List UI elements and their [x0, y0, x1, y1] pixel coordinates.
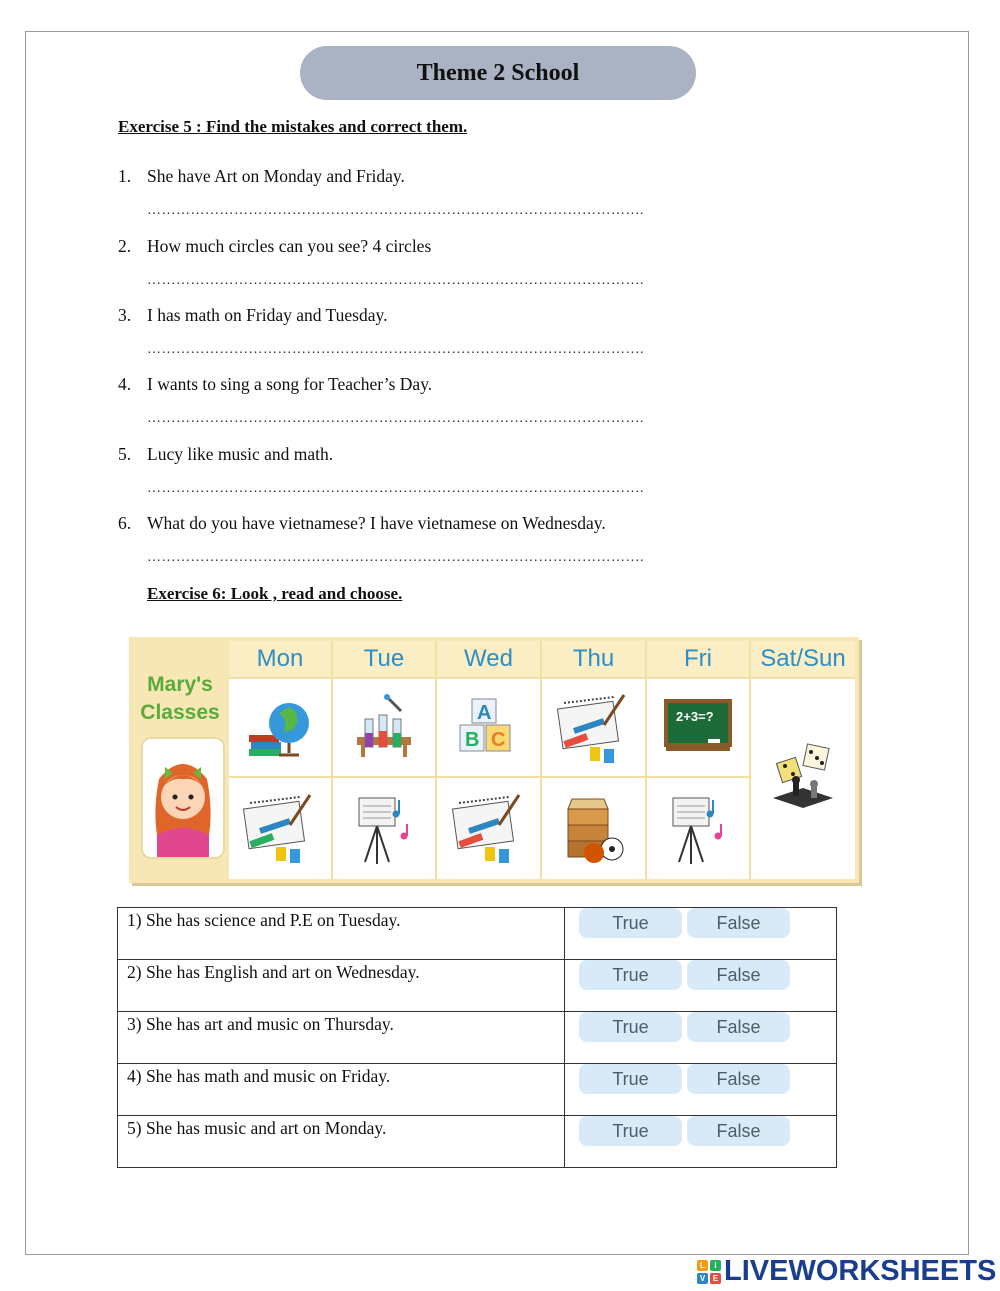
- question-number: 4.: [118, 374, 132, 394]
- question-4: [118, 374, 432, 395]
- question-5: [118, 444, 333, 465]
- true-button[interactable]: True: [579, 1012, 682, 1042]
- fri-music-icon: [647, 778, 749, 877]
- table-row: [118, 1064, 837, 1116]
- svg-text:C: C: [490, 728, 505, 751]
- liveworksheets-logo[interactable]: [697, 1255, 996, 1288]
- exercise-6-heading: Exercise 6: Look , read and choose.: [147, 584, 403, 603]
- day-tue: Tue: [333, 641, 435, 677]
- options-cell: [565, 960, 837, 1012]
- thu-art-icon: [542, 679, 645, 776]
- timetable-title-line2: Classes: [140, 701, 220, 724]
- answer-line-4[interactable]: ………………………………………………………………………………………….: [147, 411, 644, 426]
- svg-text:B: B: [464, 728, 479, 751]
- false-button[interactable]: False: [687, 960, 790, 990]
- wed-english-blocks-icon: [437, 679, 540, 776]
- thu-pe-icon: [542, 778, 645, 877]
- statement-4: 4) She has math and music on Friday.: [118, 1064, 565, 1116]
- timetable-title-line1: Mary's: [147, 673, 213, 696]
- answer-line-5[interactable]: ………………………………………………………………………………………….: [147, 481, 644, 496]
- false-button[interactable]: False: [687, 1116, 790, 1146]
- true-button[interactable]: True: [579, 1064, 682, 1094]
- exercise-5-heading: Exercise 5 : Find the mistakes and correct them.: [118, 117, 468, 136]
- answer-line-6[interactable]: ………………………………………………………………………………………….: [147, 550, 644, 565]
- mary-portrait: [141, 737, 225, 859]
- true-button[interactable]: True: [579, 908, 682, 938]
- day-sat-sun: Sat/Sun: [751, 641, 855, 677]
- statement-5: 5) She has music and art on Monday.: [118, 1116, 565, 1168]
- question-2: [118, 236, 431, 257]
- logo-text: LIVEWORKSHEETS: [724, 1255, 997, 1287]
- svg-text:A: A: [476, 701, 491, 724]
- question-number: 6.: [118, 513, 132, 533]
- statement-2: 2) She has English and art on Wednesday.: [118, 960, 565, 1012]
- timetable-title: [135, 671, 225, 727]
- fri-math-board-icon: [647, 679, 749, 776]
- question-text: I wants to sing a song for Teacher’s Day.: [147, 374, 433, 394]
- answer-line-2[interactable]: ………………………………………………………………………………………….: [147, 273, 644, 288]
- question-text: She have Art on Monday and Friday.: [147, 166, 405, 186]
- question-number: 5.: [118, 444, 132, 464]
- statement-3: 3) She has art and music on Thursday.: [118, 1012, 565, 1064]
- question-6: [118, 513, 606, 534]
- question-3: [118, 305, 387, 326]
- svg-text:2+3=?: 2+3=?: [676, 708, 714, 724]
- statement-1: 1) She has science and P.E on Tuesday.: [118, 908, 565, 960]
- options-cell: [565, 1012, 837, 1064]
- question-number: 3.: [118, 305, 132, 325]
- table-row: [118, 1012, 837, 1064]
- options-cell: [565, 1116, 837, 1168]
- day-thu: Thu: [542, 641, 645, 677]
- options-cell: [565, 908, 837, 960]
- tue-science-icon: [333, 679, 435, 776]
- question-text: I has math on Friday and Tuesday.: [147, 305, 388, 325]
- table-row: [118, 1116, 837, 1168]
- answer-line-1[interactable]: ………………………………………………………………………………………….: [147, 203, 644, 218]
- day-fri: Fri: [647, 641, 749, 677]
- table-row: [118, 908, 837, 960]
- timetable: [129, 637, 859, 883]
- wed-art-icon: [437, 778, 540, 877]
- true-button[interactable]: True: [579, 960, 682, 990]
- question-number: 1.: [118, 166, 132, 186]
- true-button[interactable]: True: [579, 1116, 682, 1146]
- table-row: [118, 960, 837, 1012]
- logo-mark-icon: L I V E: [697, 1260, 721, 1284]
- day-mon: Mon: [229, 641, 331, 677]
- false-button[interactable]: False: [687, 1012, 790, 1042]
- mon-art-icon: [229, 778, 331, 877]
- false-button[interactable]: False: [687, 1064, 790, 1094]
- answer-line-3[interactable]: ………………………………………………………………………………………….: [147, 342, 644, 357]
- question-text: What do you have vietnamese? I have vietnamese on Wednesday.: [147, 513, 606, 533]
- options-cell: [565, 1064, 837, 1116]
- question-text: How much circles can you see? 4 circles: [147, 236, 432, 256]
- false-button[interactable]: False: [687, 908, 790, 938]
- question-text: Lucy like music and math.: [147, 444, 334, 464]
- true-false-table: [117, 907, 837, 1168]
- mon-geography-icon: [229, 679, 331, 776]
- question-number: 2.: [118, 236, 132, 256]
- question-1: [118, 166, 405, 187]
- weekend-games-icon: [751, 679, 855, 877]
- tue-music-icon: [333, 778, 435, 877]
- day-wed: Wed: [437, 641, 540, 677]
- page-title: Theme 2 School: [300, 46, 696, 100]
